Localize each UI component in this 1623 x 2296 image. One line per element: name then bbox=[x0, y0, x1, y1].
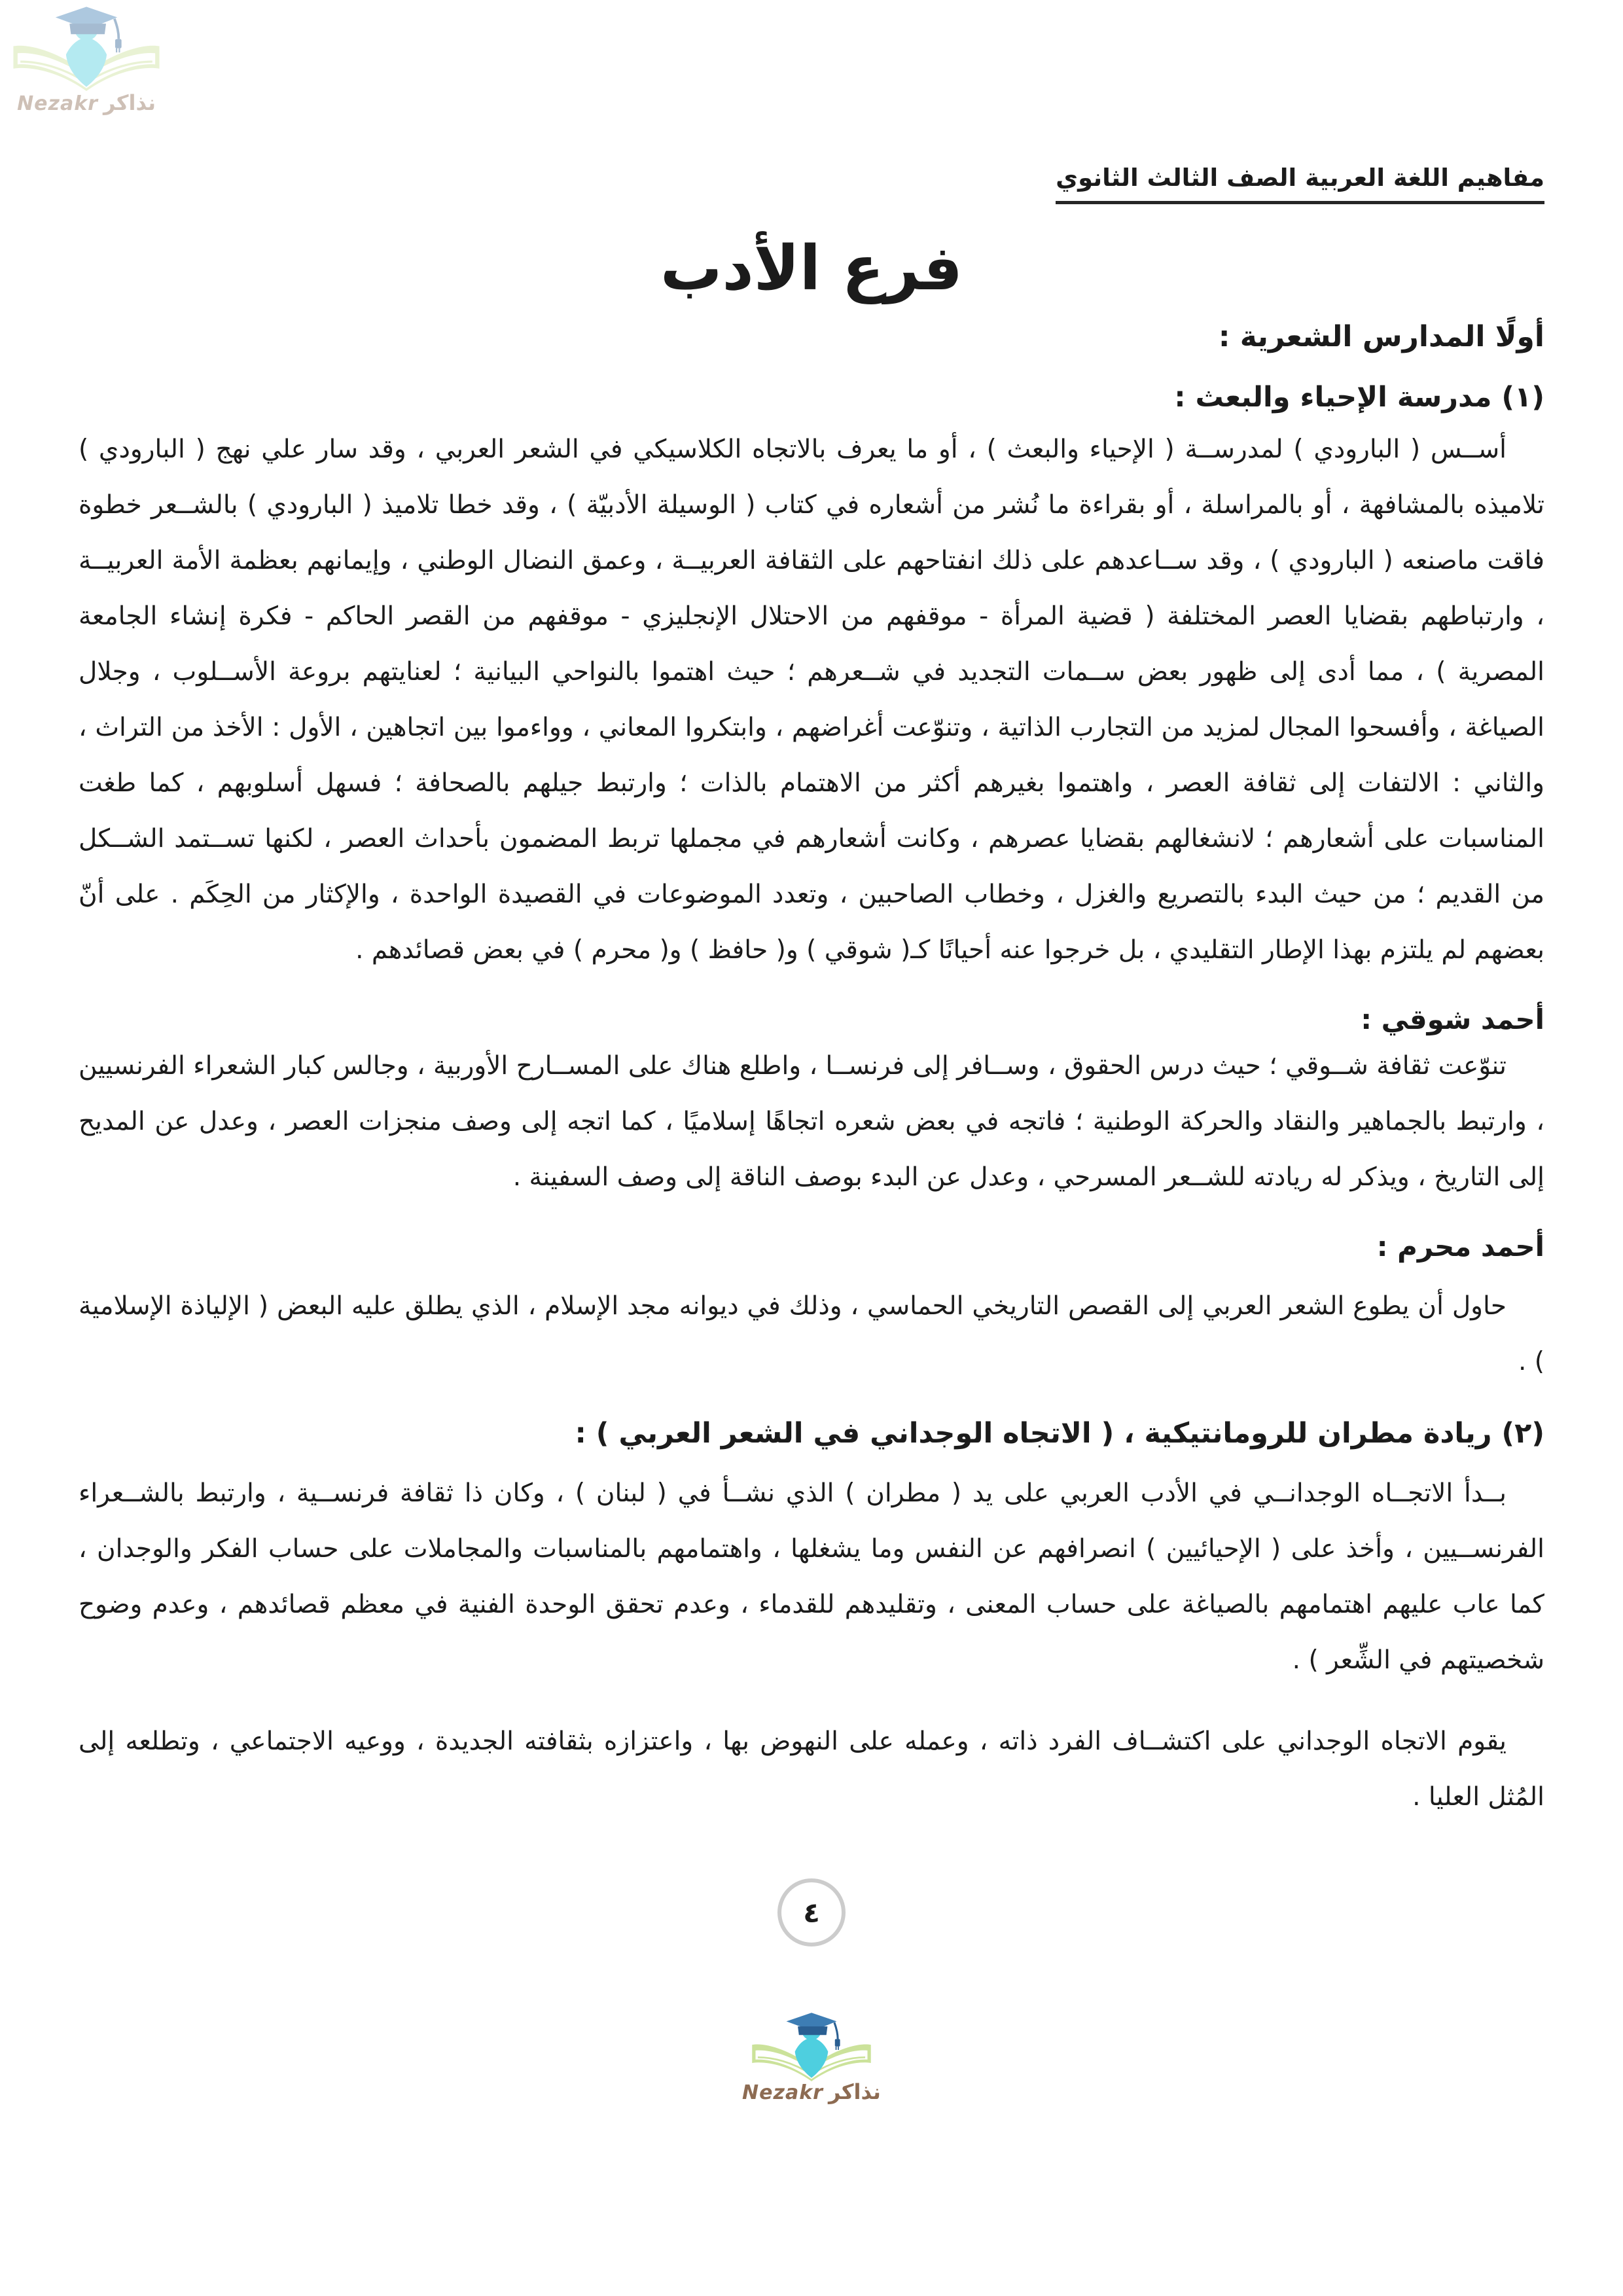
footer-logo bbox=[742, 2009, 881, 2105]
paragraph-wijdani-principles: يقوم الاتجاه الوجداني على اكتشــاف الفرد ذاته ، وعمله على النهوض بها ، واعتزازه بثقافته الجديدة ، ووعيه الاجتماعي ، وتطلعه إلى المُثل العليا . bbox=[79, 1727, 1544, 1812]
nezakr-logo-icon bbox=[749, 2009, 874, 2085]
course-header bbox=[79, 0, 1544, 204]
brand-name-latin: Nezakr bbox=[742, 2081, 823, 2105]
section-heading-ahmed-muharram: أحمد محرم : bbox=[1376, 1230, 1544, 1263]
brand-name-arabic: نذاكر bbox=[828, 2079, 881, 2105]
paragraph-ahmed-muharram: حاول أن يطوع الشعر العربي إلى القصص التاريخي الحماسي ، وذلك في ديوانه مجد الإسلام ، الذي يطلق عليه البعض ( الإلياذة الإسلامية ) . bbox=[79, 1291, 1544, 1376]
section-heading-poetry-schools: أولًا المدارس الشعرية : bbox=[1218, 320, 1544, 353]
section-heading-ihya-baath: (١) مدرسة الإحياء والبعث : bbox=[1174, 381, 1544, 414]
course-header-label: مفاهيم اللغة العربية الصف الثالث الثانوي bbox=[1056, 164, 1544, 204]
paragraph-ihya-baath: أســس ( البارودي ) لمدرســة ( الإحياء والبعث ) ، أو ما يعرف بالاتجاه الكلاسيكي في الشعر العربي ، وقد سار علي نهج ( البارودي ) تلاميذه بالمشافهة ، أو بالمراسلة ، أو بقراءة ما نُشر من أشعاره في كتاب ( الوسيلة الأدبيّة ) ، وقد خطا تلاميذ ( البارودي ) بالشــعر خطوة فاقت ماصنعه ( البارودي ) ، وقد ســاعدهم على ذلك انفتاحهم على الثقافة العربيــة ، وعمق النضال الوطني ، وإيمانهم بعظمة الأمة العربيــة ، وارتباطهم بقضايا العصر المختلفة ( قضية المرأة - موقفهم من الاحتلال الإنجليزي - موقفهم من القصر الحاكم - فكرة إنشاء الجامعة المصرية ) ، مما أدى إلى ظهور بعض ســمات التجديد في شــعرهم ؛ حيث اهتموا بالنواحي البيانية ؛ لعنايتهم بروعة الأســلوب ، وجلال الصياغة ، وأفسحوا المجال لمزيد من التجارب الذاتية ، وتنوّعت أغراضهم ، وابتكروا المعاني ، وواءموا بين اتجاهين ، الأول : الأخذ من التراث ، والثاني : الالتفات إلى ثقافة العصر ، واهتموا بغيرهم أكثر من الاهتمام بالذات ؛ وارتبط جيلهم بالصحافة ؛ فسهل أسلوبهم ، كما طغت المناسبات على أشعارهم ؛ لانشغالهم بقضايا عصرهم ، وكانت أشعارهم في مجملها تربط المضمون بأحداث العصر ، لكنها تســتمد الشــكل من القديم ؛ من حيث البدء بالتصريع والغزل ، وخطاب الصاحبين ، وتعدد الموضوعات في القصيدة الواحدة ، والإكثار من الحِكَم . على أنّ بعضهم لم يلتزم بهذا الإطار التقليدي ، بل خرجوا عنه أحيانًا كـ( شوقي ) و( حافظ ) و( محرم ) في بعض قصائدهم . bbox=[79, 435, 1544, 965]
brand-name bbox=[742, 2079, 881, 2104]
page-number-badge: ٤ bbox=[777, 1878, 846, 1946]
page-title: فرع الأدب bbox=[660, 233, 963, 304]
paragraph-ahmed-shawqi: تنوّعت ثقافة شــوقي ؛ حيث درس الحقوق ، وســافر إلى فرنســا ، واطلع هناك على المســارح الأوربية ، وجالس كبار الشعراء الفرنسيين ، وارتبط بالجماهير والنقاد والحركة الوطنية ؛ فاتجه في بعض شعره اتجاهًا إسلاميًا ، كما اتجه إلى وصف منجزات العصر ، وعدل عن المديح إلى التاريخ ، ويذكر له ريادته للشــعر المسرحي ، وعدل عن البدء بوصف الناقة إلى وصف السفينة . bbox=[79, 1051, 1544, 1192]
paragraph-mutran: بــدأ الاتجــاه الوجدانــي في الأدب العربي على يد ( مطران ) الذي نشــأ في ( لبنان ) ، وكان ذا ثقافة فرنســية ، وارتبط بالشــعراء الفرنســيين ، وأخذ على ( الإحيائيين ) انصرافهم عن النفس وما يشغلها ، واهتمامهم بالمناسبات والمجاملات على حساب الفكر والوجدان ، كما عاب عليهم اهتمامهم بالصياغة على حساب المعنى ، وتقليدهم للقدماء ، وعدم تحقق الوحدة الفنية في معظم قصائدهم ، وعدم وضوح شخصيتهم في الشِّعر ) . bbox=[79, 1479, 1544, 1675]
section-heading-ahmed-shawqi: أحمد شوقي : bbox=[1361, 1003, 1544, 1035]
brand-name-arabic: نذاكر bbox=[103, 90, 156, 115]
section-heading-mutran-romanticism: (٢) ريادة مطران للرومانتيكية ، ( الاتجاه الوجداني في الشعر العربي ) : bbox=[575, 1417, 1544, 1450]
brand-name-latin: Nezakr bbox=[17, 92, 98, 115]
